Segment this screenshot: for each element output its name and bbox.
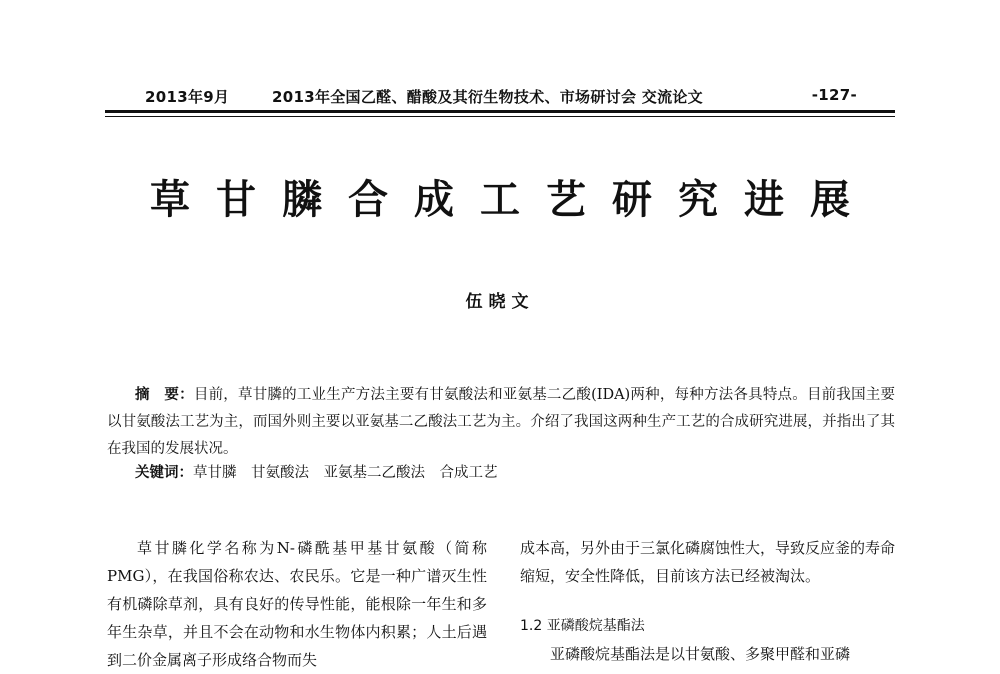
paper-title: 草甘膦合成工艺研究进展 bbox=[150, 177, 876, 223]
header-rule-thick bbox=[105, 110, 895, 113]
left-column bbox=[107, 534, 487, 674]
header-date: 2013年9月 bbox=[145, 88, 230, 106]
intro-paragraph: 草甘膦化学名称为N-磷酰基甲基甘氨酸（简称PMG），在我国俗称农达、农民乐。它是一种广谱灭生性有机磷除草剂，具有良好的传导性能，能根除一年生和多年生杂草，并且不会在动物和水生物体内积累；人土后遇到二价金属离子形成络合物而失 bbox=[107, 539, 487, 669]
section-heading: 1.2 亚磷酸烷基酯法 bbox=[520, 618, 645, 634]
abstract bbox=[107, 382, 895, 463]
author-name: 伍晓文 bbox=[465, 292, 535, 312]
page-number: -127- bbox=[811, 86, 857, 104]
section-paragraph: 亚磷酸烷基酯法是以甘氨酸、多聚甲醛和亚磷 bbox=[550, 645, 851, 663]
right-column bbox=[520, 534, 895, 668]
keywords bbox=[107, 460, 895, 487]
abstract-label: 摘 要： bbox=[135, 387, 194, 403]
keywords-label: 关键词： bbox=[135, 465, 193, 481]
abstract-text: 目前，草甘膦的工业生产方法主要有甘氨酸法和亚氨基二乙酸(IDA)两种，每种方法各具特点。目前我国主要以甘氨酸法工艺为主，而国外则主要以亚氨基二乙酸法工艺为主。介绍了我国这两种生产工艺的合成研究进展，并指出了其在我国的发展状况。 bbox=[107, 387, 896, 457]
header-rule-thin bbox=[105, 116, 895, 117]
keywords-text: 草甘膦 甘氨酸法 亚氨基二乙酸法 合成工艺 bbox=[193, 465, 498, 481]
running-header bbox=[105, 84, 895, 108]
header-conference: 2013年全国乙醛、醋酸及其衍生物技术、市场研讨会 交流论文 bbox=[272, 88, 703, 106]
continued-paragraph: 成本高，另外由于三氯化磷腐蚀性大，导致反应釜的寿命缩短，安全性降低，目前该方法已经被淘汰。 bbox=[520, 539, 896, 585]
